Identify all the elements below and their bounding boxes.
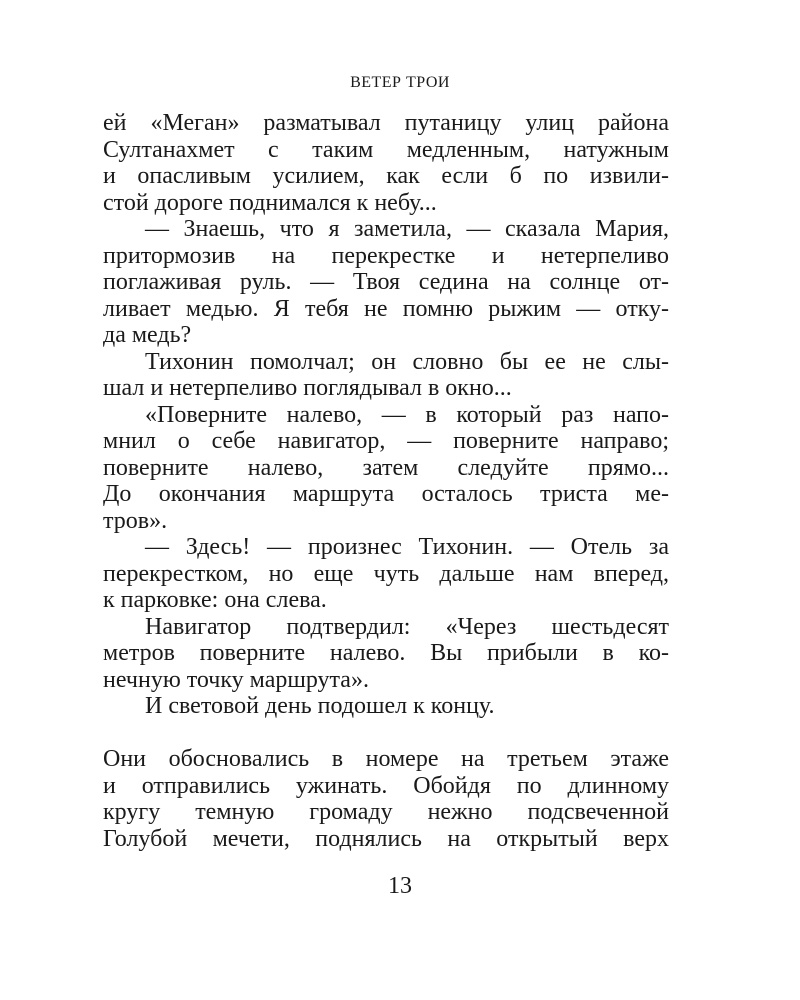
text-line: поглаживая руль. — Твоя седина на солнце от- — [103, 269, 669, 295]
text-line: ей «Меган» разматывал путаницу улиц района — [103, 110, 669, 136]
text-line: До окончания маршрута осталось триста ме- — [103, 481, 669, 507]
text-line: Навигатор подтвердил: «Через шестьдесят — [145, 613, 669, 640]
text-line: нечную точку маршрута». — [103, 666, 369, 693]
text-line: Голубой мечети, поднялись на открытый верх — [103, 825, 669, 852]
text-line: да медь? — [103, 322, 192, 348]
text-line: шал и нетерпеливо поглядывал в окно... — [103, 375, 512, 401]
text-line: Тихонин помолчал; он словно бы ее не слы- — [145, 348, 669, 375]
text-line: Они обосновались в номере на третьем этаже — [103, 746, 669, 772]
text-line: ливает медью. Я тебя не помню рыжим — отку- — [103, 295, 669, 322]
text-line: и отправились ужинать. Обойдя по длинному — [103, 772, 669, 799]
running-head: ВЕТЕР ТРОИ — [350, 74, 450, 91]
body-text — [103, 110, 669, 852]
text-line: мнил о себе навигатор, — поверните направо; — [103, 428, 669, 454]
text-line: метров поверните налево. Вы прибыли в ко- — [103, 640, 669, 666]
text-line: тров». — [103, 507, 168, 534]
text-line: кругу темную громаду нежно подсвеченной — [103, 799, 669, 825]
text-line: И световой день подошел к концу. — [145, 693, 495, 719]
text-line: притормозив на перекрестке и нетерпеливо — [103, 242, 669, 269]
text-line: перекрестком, но еще чуть дальше нам вперед, — [103, 560, 669, 587]
text-line: «Поверните налево, — в который раз напо- — [145, 401, 669, 428]
page-number: 13 — [388, 873, 412, 899]
text-line: — Здесь! — произнес Тихонин. — Отель за — [145, 534, 669, 560]
text-line: к парковке: она слева. — [103, 587, 327, 613]
section-break — [103, 720, 669, 747]
text-line: поверните налево, затем следуйте прямо... — [103, 454, 669, 481]
text-line: и опасливым усилием, как если б по извили- — [103, 163, 669, 189]
text-line: — Знаешь, что я заметила, — сказала Мария, — [145, 216, 669, 242]
text-line: Султанахмет с таким медленным, натужным — [103, 136, 669, 163]
text-line: стой дороге поднимался к небу... — [103, 189, 437, 216]
